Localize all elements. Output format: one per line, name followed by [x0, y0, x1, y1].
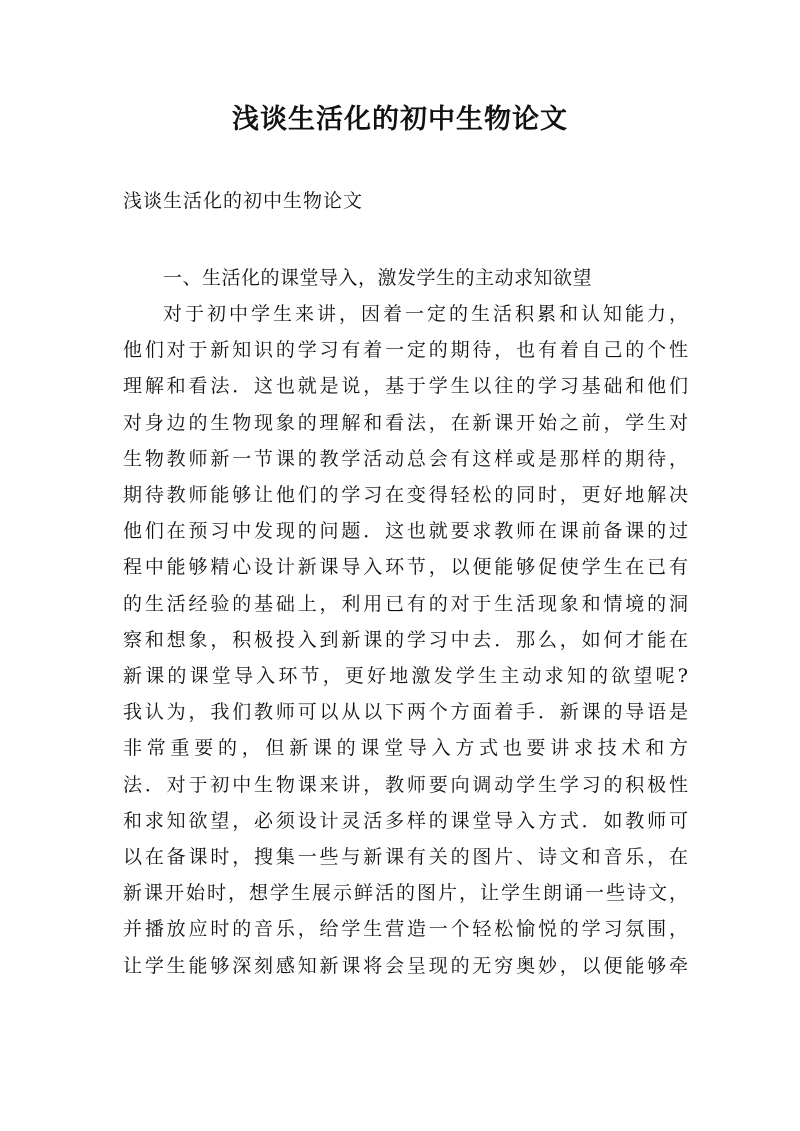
paragraph-line: 让学生能够深刻感知新课将会呈现的无穷奥妙，以便能够牵 [123, 954, 688, 977]
paragraph-line: 新课的课堂导入环节，更好地激发学生主动求知的欲望呢? [123, 665, 688, 688]
paragraph-line: 察和想象，积极投入到新课的学习中去．那么，如何才能在 [123, 628, 688, 651]
paragraph-line: 期待教师能够让他们的学习在变得轻松的同时，更好地解决 [123, 484, 688, 507]
document-subtitle: 浅谈生活化的初中生物论文 [123, 190, 364, 212]
paragraph-line: 我认为，我们教师可以从以下两个方面着手．新课的导语是 [123, 701, 688, 724]
paragraph-line: 对于初中学生来讲，因着一定的生活积累和认知能力， [163, 303, 688, 325]
body-paragraph [123, 296, 688, 984]
paragraph-line: 对身边的生物现象的理解和看法，在新课开始之前，学生对 [123, 411, 688, 434]
document-title: 浅谈生活化的初中生物论文 [232, 104, 568, 135]
paragraph-line: 并播放应时的音乐，给学生营造一个轻松愉悦的学习氛围， [123, 918, 688, 941]
paragraph-line: 和求知欲望，必须设计灵活多样的课堂导入方式．如教师可 [123, 809, 688, 832]
paragraph-line: 理解和看法．这也就是说，基于学生以往的学习基础和他们 [123, 375, 688, 398]
paragraph-line: 新课开始时，想学生展示鲜活的图片，让学生朗诵一些诗文， [123, 882, 688, 905]
paragraph-line: 他们对于新知识的学习有着一定的期待，也有着自己的个性 [123, 339, 688, 362]
paragraph-line: 生物教师新一节课的教学活动总会有这样或是那样的期待， [123, 447, 688, 470]
paragraph-line: 他们在预习中发现的问题．这也就要求教师在课前备课的过 [123, 520, 688, 543]
paragraph-line: 的生活经验的基础上，利用已有的对于生活现象和情境的洞 [123, 592, 688, 615]
paragraph-line: 以在备课时，搜集一些与新课有关的图片、诗文和音乐，在 [123, 846, 688, 869]
paragraph-line: 法．对于初中生物课来讲，教师要向调动学生学习的积极性 [123, 773, 688, 796]
paragraph-line: 程中能够精心设计新课导入环节，以便能够促使学生在已有 [123, 556, 688, 579]
section-heading: 一、生活化的课堂导入，激发学生的主动求知欲望 [163, 267, 593, 289]
paragraph-line: 非常重要的，但新课的课堂导入方式也要讲求技术和方 [123, 737, 688, 760]
